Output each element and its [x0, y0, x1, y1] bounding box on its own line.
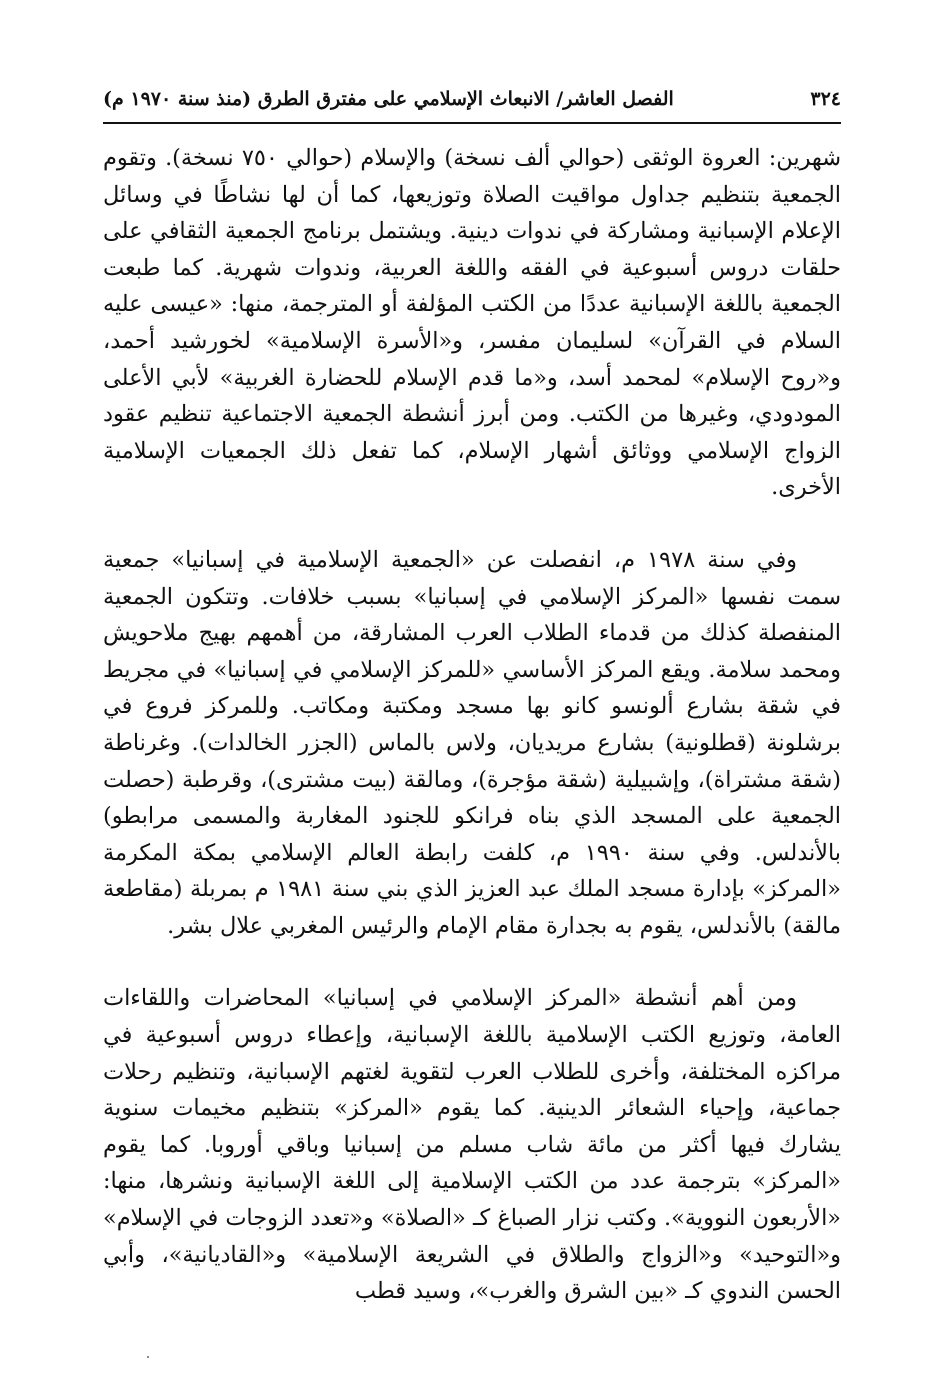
running-header [103, 82, 841, 116]
page-number: ٣٢٤ [810, 88, 841, 110]
body-text [103, 140, 841, 1310]
scan-speck [147, 1356, 149, 1358]
paragraph-1: شهرين: العروة الوثقى (حوالي ألف نسخة) والإسلام (حوالي ٧٥٠ نسخة). وتقوم الجمعية بتنظيم جداول مواقيت الصلاة وتوزيعها، كما أن لها نشاطًا في وسائل الإعلام الإسبانية ومشاركة في ندوات دينية. ويشتمل برنامج الجمعية الثقافي على حلقات دروس أسبوعية في الفقه واللغة العربية، وندوات شهرية. كما طبعت الجمعية باللغة الإسبانية عددًا من الكتب المؤلفة أو المترجمة، منها: «عيسى عليه السلام في القرآن» لسليمان مفسر، و«الأسرة الإسلامية» لخورشيد أحمد، و«روح الإسلام» لمحمد أسد، و«ما قدم الإسلام للحضارة الغربية» لأبي الأعلى المودودي، وغيرها من الكتب. ومن أبرز أنشطة الجمعية الاجتماعية تنظيم عقود الزواج الإسلامي ووثائق أشهار الإسلام، كما تفعل ذلك الجمعيات الإسلامية الأخرى. [103, 145, 842, 501]
chapter-title: الفصل العاشر/ الانبعاث الإسلامي على مفترق الطرق (منذ سنة ١٩٧٠ م) [103, 88, 674, 110]
paragraph-3: ومن أهم أنشطة «المركز الإسلامي في إسبانيا» المحاضرات واللقاءات العامة، وتوزيع الكتب الإسلامية باللغة الإسبانية، وإعطاء دروس أسبوعية في مراكزه المختلفة، وأخرى للطلاب العرب لتقوية لغتهم الإسبانية، وتنظيم رحلات جماعية، وإحياء الشعائر الدينية. كما يقوم «المركز» بتنظيم مخيمات سنوية يشارك فيها أكثر من مائة شاب مسلم من إسبانيا وباقي أوروبا. كما يقوم «المركز» بترجمة عدد من الكتب الإسلامية إلى اللغة الإسبانية ونشرها، منها: «الأربعون النووية». وكتب نزار الصباغ كـ «الصلاة» و«تعدد الزوجات في الإسلام» و«التوحيد» و«الزواج والطلاق في الشريعة الإسلامية» و«القاديانية»، وأبي الحسن الندوي كـ «بين الشرق والغرب»، وسيد قطب [103, 985, 841, 1305]
paragraph-2: وفي سنة ١٩٧٨ م، انفصلت عن «الجمعية الإسلامية في إسبانيا» جمعية سمت نفسها «المركز الإسلامي في إسبانيا» بسبب خلافات. وتتكون الجمعية المنفصلة كذلك من قدماء الطلاب العرب المشارقة، من أهمهم بهيج ملاحويش ومحمد سلامة. ويقع المركز الأساسي «للمركز الإسلامي في إسبانيا» في مجريط في شقة بشارع ألونسو كانو بها مسجد ومكتبة ومكاتب. وللمركز فروع في برشلونة (قطلونية) بشارع مريديان، ولاس بالماس (الجزر الخالدات). وغرناطة (شقة مشتراة)، وإشبيلية (شقة مؤجرة)، ومالقة (بيت مشترى)، وقرطبة (حصلت الجمعية على المسجد الذي بناه فرانكو للجنود المغاربة والمسمى مرابطو) بالأندلس. وفي سنة ١٩٩٠ م، كلفت رابطة العالم الإسلامي بمكة المكرمة «المركز» بإدارة مسجد الملك عبد العزيز الذي بني سنة ١٩٨١ م بمربلة (مقاطعة مالقة) بالأندلس، يقوم به بجدارة مقام الإمام والرئيس المغربي علال بشر. [103, 546, 841, 939]
header-rule [103, 122, 841, 124]
